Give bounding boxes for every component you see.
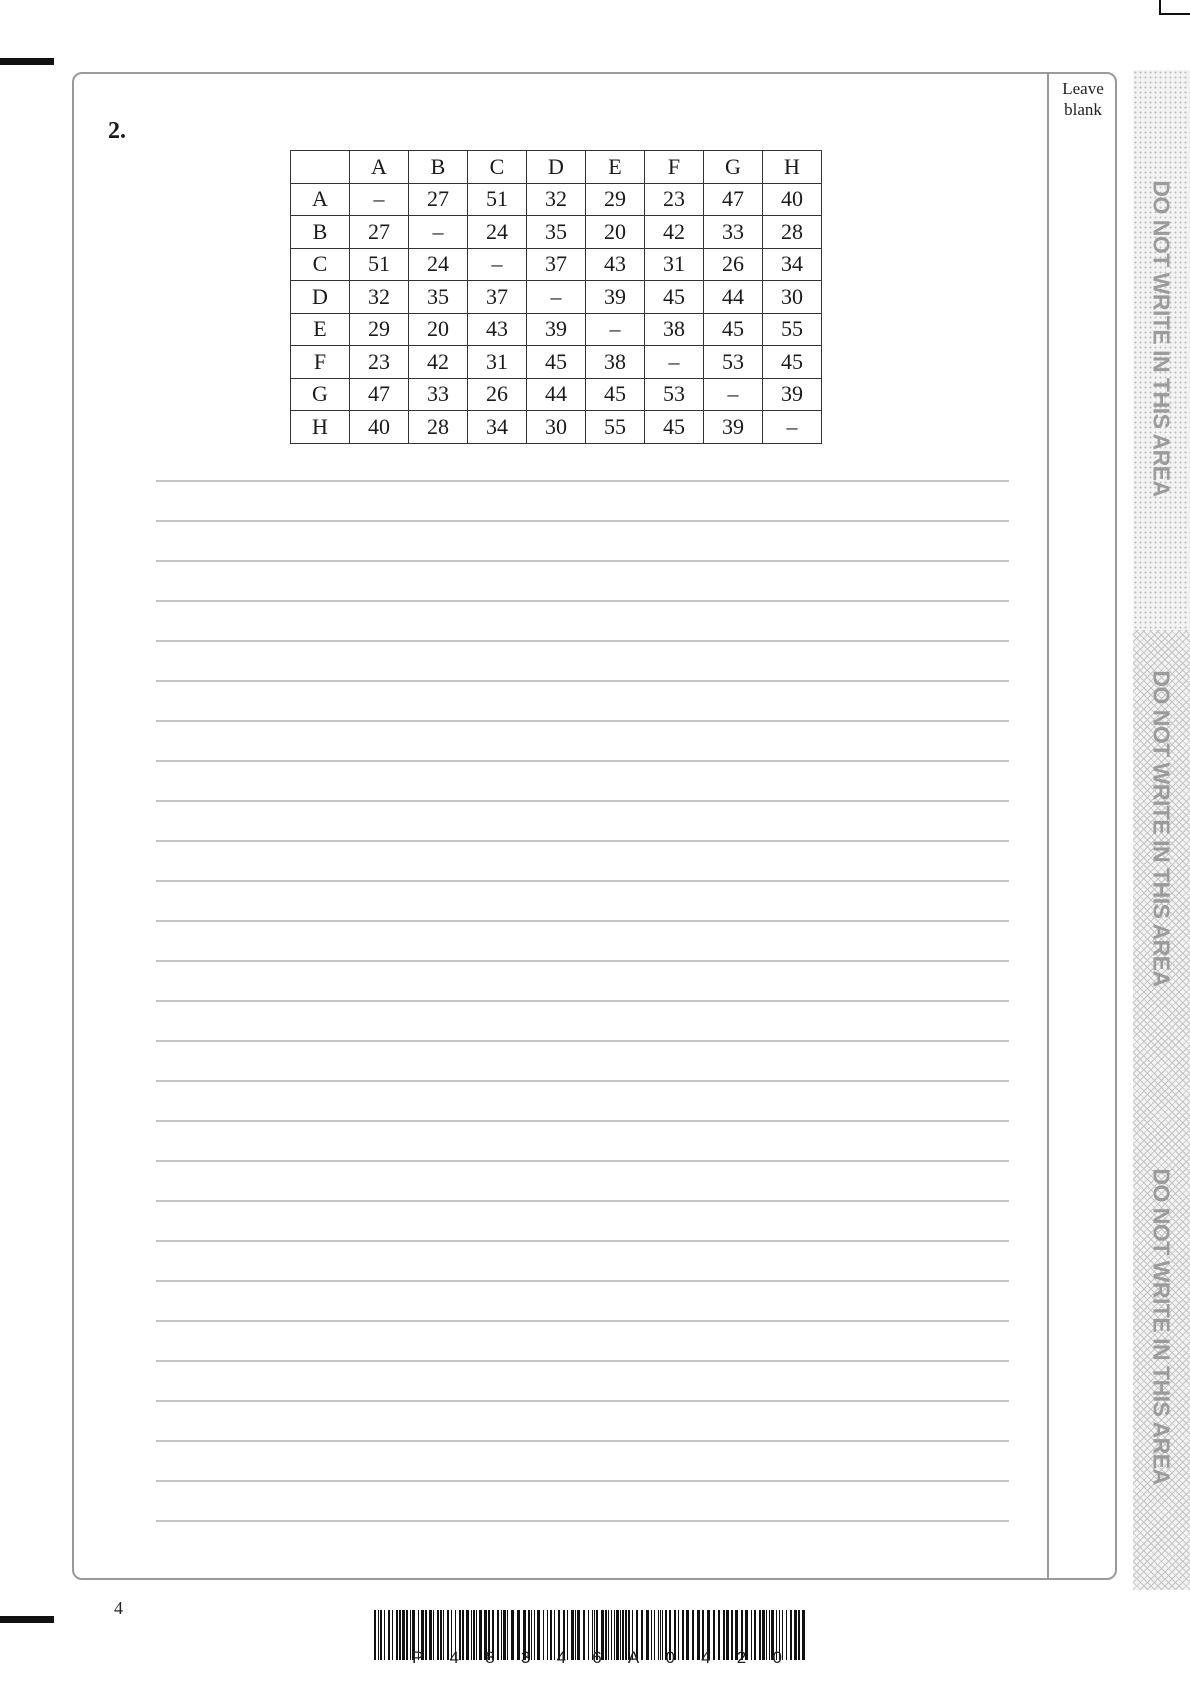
table-header-row xyxy=(291,151,822,184)
barcode-bar xyxy=(374,1610,376,1660)
barcode-digit: 3 xyxy=(520,1648,531,1667)
barcode-digits xyxy=(412,1648,782,1668)
registration-mark-bottom xyxy=(0,1616,54,1623)
table-cell: 35 xyxy=(409,281,468,314)
table-cell: 51 xyxy=(350,248,409,281)
table-cell: – xyxy=(468,248,527,281)
table-cell: 40 xyxy=(350,411,409,444)
table-cell: – xyxy=(704,378,763,411)
row-header-cell: F xyxy=(291,346,350,379)
answer-line xyxy=(156,880,1009,882)
answer-line xyxy=(156,1400,1009,1402)
barcode-digit: 4 xyxy=(556,1648,567,1667)
table-cell: 45 xyxy=(586,378,645,411)
table-row xyxy=(291,378,822,411)
barcode-bar xyxy=(782,1610,783,1660)
table-cell: 23 xyxy=(350,346,409,379)
column-header-cell xyxy=(291,151,350,184)
barcode-digit: 4 xyxy=(701,1648,711,1667)
answer-line xyxy=(156,1240,1009,1242)
barcode-bar xyxy=(406,1610,408,1660)
table-row xyxy=(291,411,822,444)
column-header-cell: D xyxy=(527,151,586,184)
table-cell: 28 xyxy=(763,216,822,249)
page-number: 4 xyxy=(114,1598,123,1618)
barcode-digit: 0 xyxy=(772,1648,782,1667)
table-cell: 31 xyxy=(645,248,704,281)
table-cell: – xyxy=(409,216,468,249)
column-header-cell: A xyxy=(350,151,409,184)
do-not-write-warning-2: DO NOT WRITE IN THIS AREA xyxy=(1148,670,1175,987)
table-cell: 38 xyxy=(586,346,645,379)
table-cell: 44 xyxy=(704,281,763,314)
barcode-digit: 6 xyxy=(592,1648,602,1667)
leave-blank-divider xyxy=(1047,74,1049,1580)
table-cell: 24 xyxy=(409,248,468,281)
barcode-bar xyxy=(392,1610,393,1660)
barcode-bar xyxy=(802,1610,805,1660)
table-cell: 53 xyxy=(704,346,763,379)
table-cell: 40 xyxy=(763,183,822,216)
answer-line xyxy=(156,1320,1009,1322)
table-cell: 45 xyxy=(645,281,704,314)
barcode-bar xyxy=(380,1610,382,1660)
answer-line xyxy=(156,920,1009,922)
barcode-bar xyxy=(388,1610,390,1660)
answer-line xyxy=(156,1200,1009,1202)
answer-line xyxy=(156,1040,1009,1042)
answer-line xyxy=(156,1360,1009,1362)
table-cell: 35 xyxy=(527,216,586,249)
table-row xyxy=(291,281,822,314)
table-row xyxy=(291,216,822,249)
table-cell: 30 xyxy=(527,411,586,444)
table-cell: 45 xyxy=(527,346,586,379)
column-header-cell: C xyxy=(468,151,527,184)
table-cell: 45 xyxy=(645,411,704,444)
table-cell: 51 xyxy=(468,183,527,216)
registration-mark-top xyxy=(0,58,54,65)
table-cell: 30 xyxy=(763,281,822,314)
row-header-cell: E xyxy=(291,313,350,346)
table-cell: 42 xyxy=(409,346,468,379)
column-header-cell: G xyxy=(704,151,763,184)
table-cell: 37 xyxy=(468,281,527,314)
table-cell: 47 xyxy=(704,183,763,216)
answer-line xyxy=(156,840,1009,842)
table-cell: 42 xyxy=(645,216,704,249)
answer-line xyxy=(156,800,1009,802)
table-cell: 45 xyxy=(763,346,822,379)
barcode-bar xyxy=(399,1610,401,1660)
table-cell: 39 xyxy=(704,411,763,444)
table-cell: 43 xyxy=(468,313,527,346)
table-cell: 26 xyxy=(468,378,527,411)
answer-line xyxy=(156,1160,1009,1162)
answer-line xyxy=(156,560,1009,562)
table-cell: 39 xyxy=(527,313,586,346)
table-cell: 33 xyxy=(704,216,763,249)
answer-line xyxy=(156,1280,1009,1282)
table-cell: 38 xyxy=(645,313,704,346)
do-not-write-warning-1: DO NOT WRITE IN THIS AREA xyxy=(1148,180,1175,497)
column-header-cell: F xyxy=(645,151,704,184)
answer-line xyxy=(156,640,1009,642)
barcode-bar xyxy=(384,1610,385,1660)
barcode-bar xyxy=(410,1610,411,1660)
answer-line xyxy=(156,680,1009,682)
answer-line xyxy=(156,1120,1009,1122)
corner-crop-mark xyxy=(1158,0,1190,20)
table-cell: – xyxy=(645,346,704,379)
answer-line xyxy=(156,1480,1009,1482)
column-header-cell: E xyxy=(586,151,645,184)
row-header-cell: A xyxy=(291,183,350,216)
row-header-cell: C xyxy=(291,248,350,281)
table-cell: – xyxy=(350,183,409,216)
answer-line xyxy=(156,1080,1009,1082)
table-cell: 29 xyxy=(350,313,409,346)
table-cell: 24 xyxy=(468,216,527,249)
barcode-digit: 0 xyxy=(665,1648,675,1667)
table-cell: 34 xyxy=(763,248,822,281)
table-cell: 29 xyxy=(586,183,645,216)
table-cell: – xyxy=(763,411,822,444)
answer-lines xyxy=(156,480,1009,1560)
answer-line xyxy=(156,960,1009,962)
table-cell: 44 xyxy=(527,378,586,411)
barcode-bar xyxy=(790,1610,792,1660)
barcode-bar xyxy=(786,1610,787,1660)
barcode-bar xyxy=(396,1610,398,1660)
table-cell: – xyxy=(586,313,645,346)
answer-line xyxy=(156,520,1009,522)
answer-line xyxy=(156,480,1009,482)
table-cell: – xyxy=(527,281,586,314)
table-cell: 55 xyxy=(763,313,822,346)
table-cell: 32 xyxy=(527,183,586,216)
table-row xyxy=(291,248,822,281)
table-cell: 32 xyxy=(350,281,409,314)
answer-line xyxy=(156,1000,1009,1002)
table-cell: 27 xyxy=(409,183,468,216)
table-cell: 34 xyxy=(468,411,527,444)
column-header-cell: H xyxy=(763,151,822,184)
table-cell: 26 xyxy=(704,248,763,281)
barcode-bar xyxy=(402,1610,405,1660)
table-cell: 20 xyxy=(586,216,645,249)
answer-line xyxy=(156,1440,1009,1442)
answer-line xyxy=(156,1520,1009,1522)
barcode-digit: A xyxy=(627,1648,640,1667)
table-cell: 31 xyxy=(468,346,527,379)
barcode-digit: P xyxy=(412,1648,424,1667)
column-header-cell: B xyxy=(409,151,468,184)
barcode-bar xyxy=(794,1610,797,1660)
table-cell: 53 xyxy=(645,378,704,411)
table-row xyxy=(291,183,822,216)
table-cell: 20 xyxy=(409,313,468,346)
barcode-bar xyxy=(798,1610,800,1660)
table-cell: 37 xyxy=(527,248,586,281)
table-cell: 47 xyxy=(350,378,409,411)
table-cell: 43 xyxy=(586,248,645,281)
row-header-cell: B xyxy=(291,216,350,249)
table-cell: 55 xyxy=(586,411,645,444)
table-cell: 28 xyxy=(409,411,468,444)
table-cell: 23 xyxy=(645,183,704,216)
barcode-digit: 2 xyxy=(736,1648,747,1667)
row-header-cell: H xyxy=(291,411,350,444)
table-cell: 39 xyxy=(763,378,822,411)
barcode-bar xyxy=(378,1610,379,1660)
answer-line xyxy=(156,720,1009,722)
answer-line xyxy=(156,600,1009,602)
answer-line xyxy=(156,760,1009,762)
table-row xyxy=(291,313,822,346)
table-cell: 45 xyxy=(704,313,763,346)
table-cell: 33 xyxy=(409,378,468,411)
table-cell: 27 xyxy=(350,216,409,249)
table-row xyxy=(291,346,822,379)
distance-table xyxy=(290,150,822,444)
row-header-cell: D xyxy=(291,281,350,314)
barcode-digit: 4 xyxy=(449,1648,460,1667)
table-cell: 39 xyxy=(586,281,645,314)
leave-blank-label: Leave blank xyxy=(1062,79,1104,119)
barcode-digit: 8 xyxy=(485,1648,495,1667)
do-not-write-warning-3: DO NOT WRITE IN THIS AREA xyxy=(1148,1168,1175,1485)
row-header-cell: G xyxy=(291,378,350,411)
question-number: 2. xyxy=(108,118,126,144)
